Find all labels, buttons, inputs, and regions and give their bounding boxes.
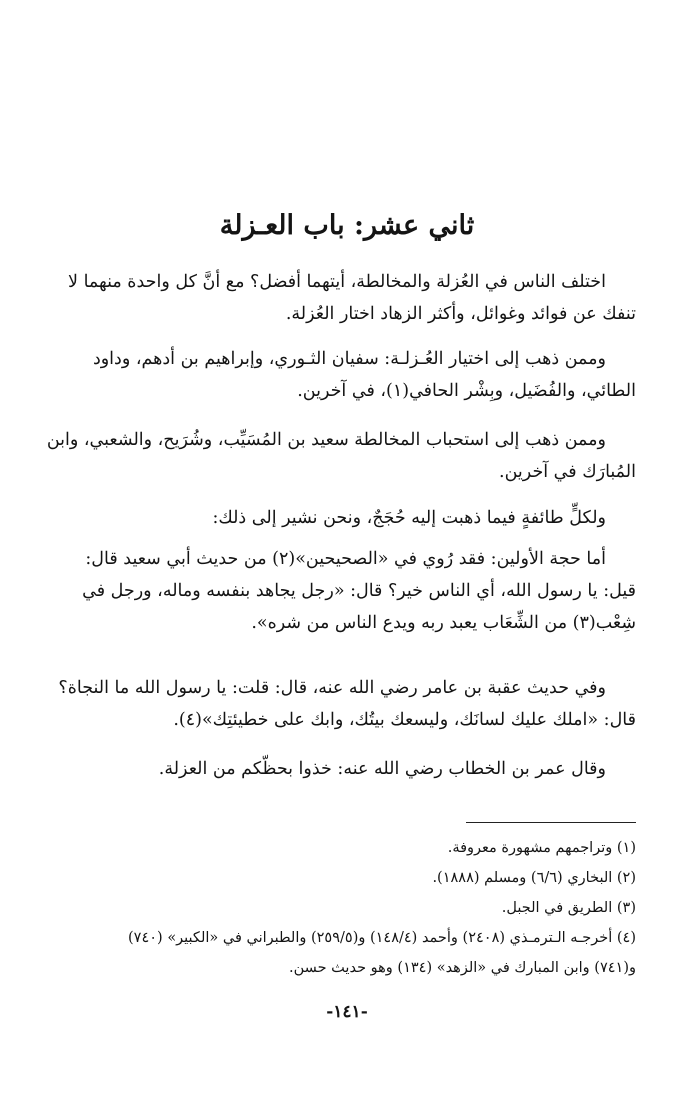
paragraph-7: وقال عمر بن الخطاب رضي الله عنه: خذوا بحظّكم من العزلة.	[158, 759, 606, 779]
footnote-separator	[466, 822, 636, 823]
paragraph-3: وممن ذهب إلى استحباب المخالطة سعيد بن المُسَيِّب، وشُرَيح، والشعبي، وابن المُبارَك في آخرين.	[46, 430, 636, 482]
footnote-3: (٣) الطريق في الجبل.	[501, 900, 636, 916]
footnote-4: (٤) أخرجـه الـترمـذي (٢٤٠٨) وأحمد (١٤٨/٤) و(٢٥٩/٥) والطبراني في «الكبير» (٧٤٠) و(٧٤١) وابن المبارك في «الزهد» (١٣٤) وهو حديث حسن.	[128, 930, 636, 976]
book-page	[46, 0, 636, 1101]
paragraph-2: وممن ذهب إلى اختيار العُـزلـة: سفيان الثـوري، وإبراهيم بن أدهم، وداود الطائي، والفُضَيل، وبِشْر الحافي(١)، في آخرين.	[92, 349, 636, 401]
paragraph-4: ولكلٍّ طائفةٍ فيما ذهبت إليه حُجَجٌ، ونحن نشير إلى ذلك:	[212, 508, 606, 528]
page-number: -١٤١-	[326, 1002, 368, 1022]
chapter-title: ثاني عشر: باب العـزلة	[219, 210, 475, 241]
footnote-1: (١) وتراجمهم مشهورة معروفة.	[447, 840, 636, 856]
footnote-2: (٢) البخاري (٦/٦) ومسلم (١٨٨٨).	[432, 870, 636, 886]
paragraph-5: أما حجة الأولين: فقد رُوي في «الصحيحين»(٢) من حديث أبي سعيد قال: قيل: يا رسول الله، أي الناس خير؟ قال: «رجل يجاهد بنفسه وماله، ورجل في شِعْب(٣) من الشِّعَاب يعبد ربه ويدع الناس من شره».	[82, 549, 636, 633]
paragraph-1: اختلف الناس في العُزلة والمخالطة، أيتهما أفضل؟ مع أنَّ كل واحدة منهما لا تنفك عن فوائد وغوائل، وأكثر الزهاد اختار العُزلة.	[68, 272, 636, 324]
paragraph-6: وفي حديث عقبة بن عامر رضي الله عنه، قال: قلت: يا رسول الله ما النجاة؟ قال: «املك عليك لسانَك، وليسعك بيتُك، وابك على خطيئتِك»(٤).	[58, 678, 636, 730]
